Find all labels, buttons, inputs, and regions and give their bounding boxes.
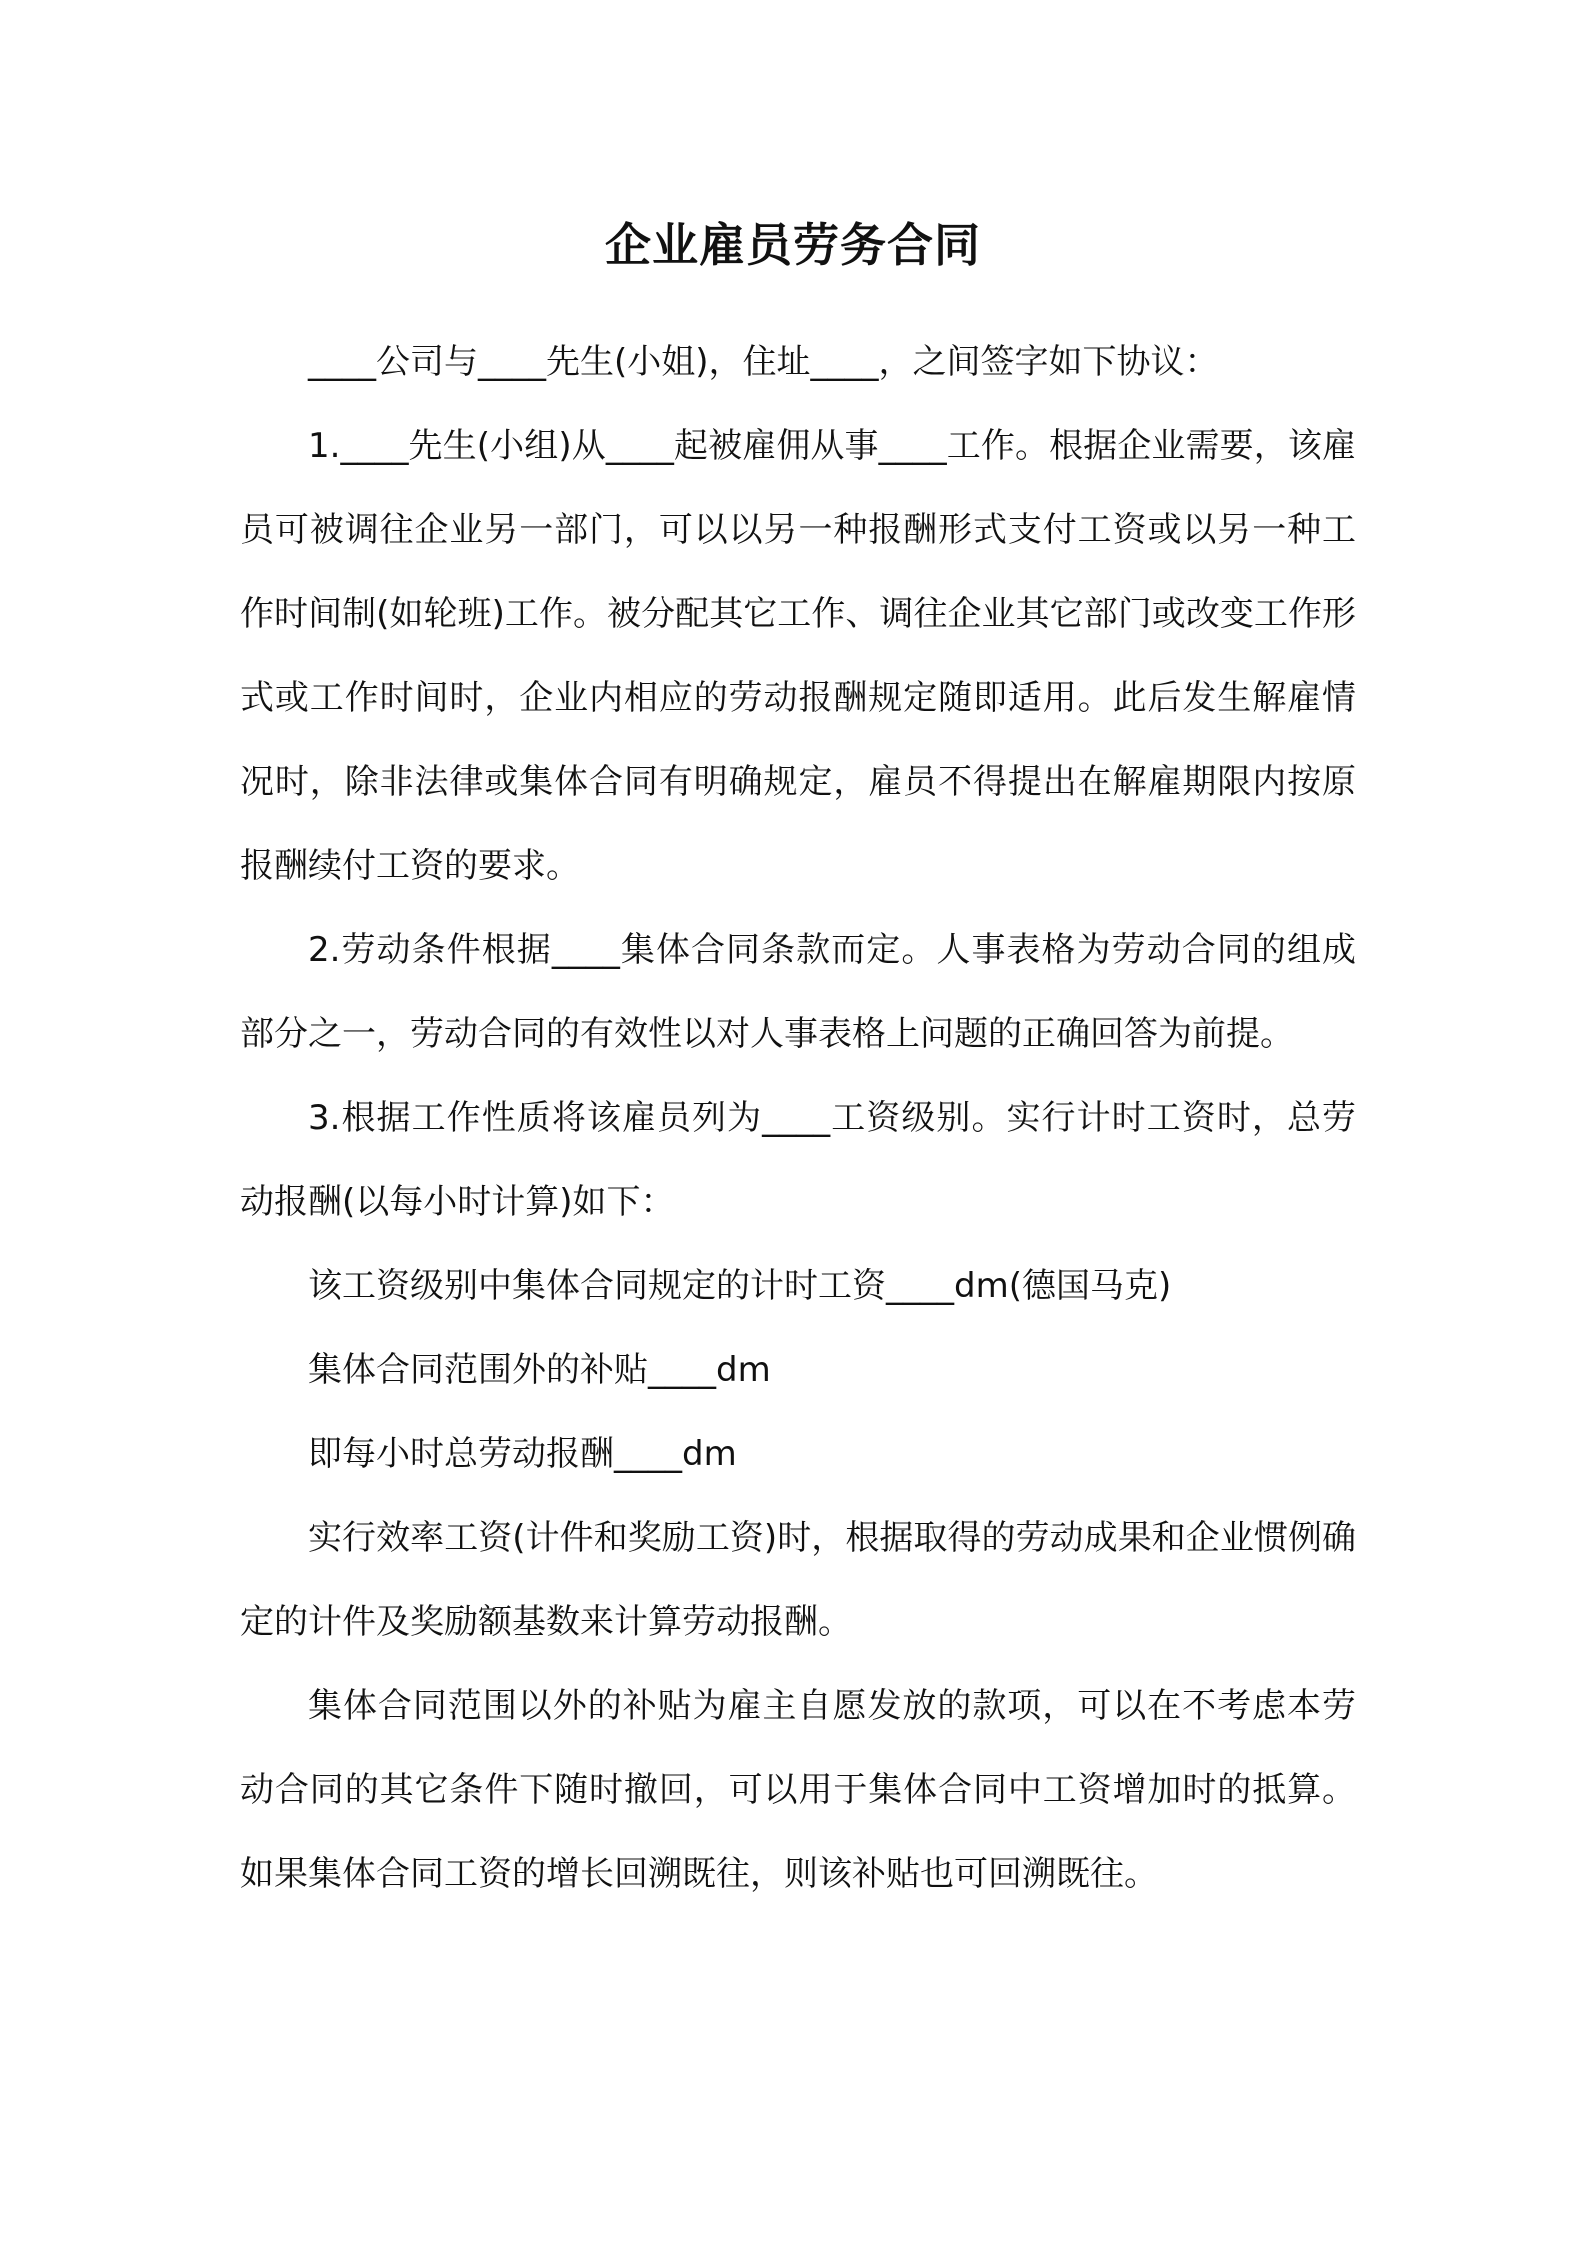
wage-line-total: 即每小时总劳动报酬____dm (308, 1434, 737, 1474)
clause-3-paragraph: 3.根据工作性质将该雇员列为____工资级别。实行计时工资时，总劳动报酬(以每小时计算)如下： (240, 1098, 1356, 1222)
wage-line-hourly: 该工资级别中集体合同规定的计时工资____dm(德国马克) (308, 1266, 1172, 1306)
document-title: 企业雇员劳务合同 (605, 218, 981, 272)
allowance-paragraph: 集体合同范围以外的补贴为雇主自愿发放的款项，可以在不考虑本劳动合同的其它条件下随时撤回，可以用于集体合同中工资增加时的抵算。如果集体合同工资的增长回溯既往，则该补贴也可回溯既往。 (240, 1686, 1356, 1894)
wage-line-allowance: 集体合同范围外的补贴____dm (308, 1350, 771, 1390)
clause-1-paragraph: 1.____先生(小组)从____起被雇佣从事____工作。根据企业需要，该雇员可被调往企业另一部门，可以以另一种报酬形式支付工资或以另一种工作时间制(如轮班)工作。被分配其它工作、调往企业其它部门或改变工作形式或工作时间时，企业内相应的劳动报酬规定随即适用。此后发生解雇情况时，除非法律或集体合同有明确规定，雇员不得提出在解雇期限内按原报酬续付工资的要求。 (240, 426, 1356, 886)
document-body (240, 320, 1356, 1916)
efficiency-wage-paragraph: 实行效率工资(计件和奖励工资)时，根据取得的劳动成果和企业惯例确定的计件及奖励额基数来计算劳动报酬。 (240, 1518, 1356, 1642)
clause-2-paragraph: 2.劳动条件根据____集体合同条款而定。人事表格为劳动合同的组成部分之一，劳动合同的有效性以对人事表格上问题的正确回答为前提。 (240, 930, 1356, 1054)
intro-paragraph: ____公司与____先生(小姐)，住址____，之间签字如下协议： (308, 342, 1219, 382)
